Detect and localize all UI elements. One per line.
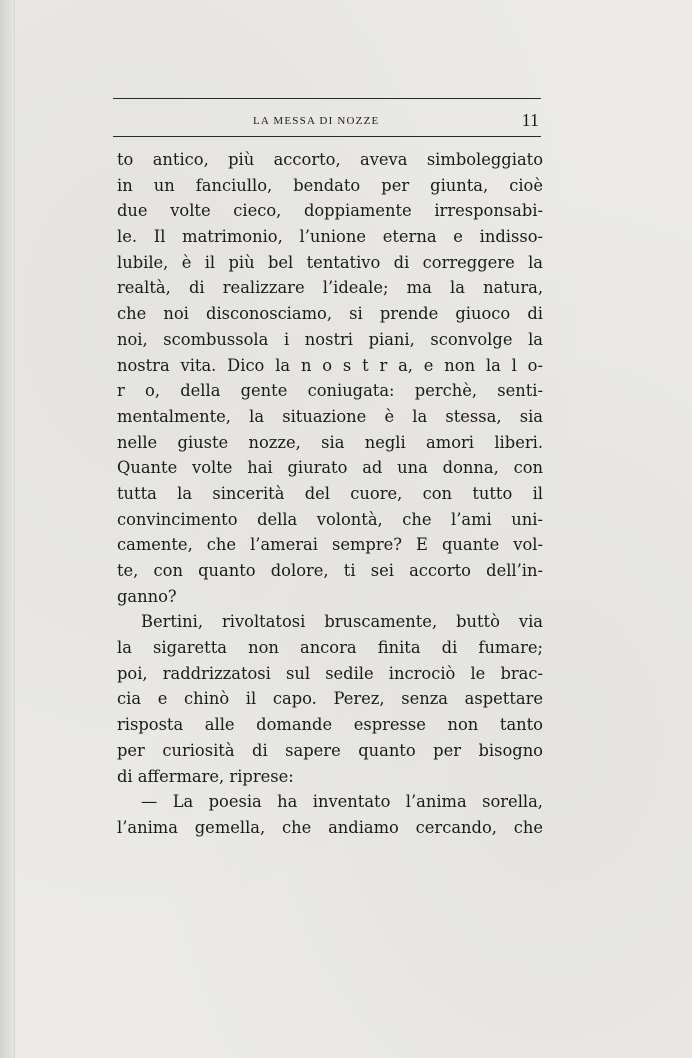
text-line: tutta la sincerità del cuore, con tutto il <box>117 483 543 503</box>
header-top-rule <box>113 98 541 99</box>
text-line: mentalmente, la situazione è la stessa, sia <box>117 406 543 426</box>
page-binding-edge <box>0 0 15 1058</box>
text-line: nelle giuste nozze, sia negli amori liberi. <box>117 432 543 452</box>
running-head <box>113 112 541 132</box>
text-line: Bertini, rivoltatosi bruscamente, buttò via <box>141 612 543 632</box>
text-line: realtà, di realizzare l’ideale; ma la natura, <box>117 278 543 298</box>
text-line: cia e chinò il capo. Perez, senza aspettare <box>117 689 543 709</box>
body-text <box>117 147 543 841</box>
text-line: — La poesia ha inventato l’anima sorella, <box>141 792 543 812</box>
text-line: la sigaretta non ancora finita di fumare; <box>117 638 543 658</box>
running-head-title: LA MESSA DI NOZZE <box>253 115 380 127</box>
text-line: che noi disconosciamo, si prende giuoco di <box>117 304 543 324</box>
text-line: te, con quanto dolore, ti sei accorto dell’in- <box>117 561 543 580</box>
text-line: r o, della gente coniugata: perchè, senti- <box>117 381 543 401</box>
text-line: to antico, più accorto, aveva simboleggiato <box>117 150 543 169</box>
text-line: le. Il matrimonio, l’unione eterna e indisso- <box>117 227 543 247</box>
text-line: due volte cieco, doppiamente irresponsabi- <box>117 201 543 221</box>
text-line: poi, raddrizzatosi sul sedile incrociò le brac- <box>117 663 543 683</box>
text-line: camente, che l’amerai sempre? E quante vol- <box>117 535 543 555</box>
text-line: noi, scombussola i nostri piani, sconvolge la <box>117 329 543 349</box>
text-line: l’anima gemella, che andiamo cercando, che <box>117 817 543 837</box>
header-bottom-rule <box>113 136 541 137</box>
text-line: lubile, è il più bel tentativo di correggere la <box>117 252 543 272</box>
text-line: Quante volte hai giurato ad una donna, con <box>117 458 543 478</box>
text-line: in un fanciullo, bendato per giunta, cioè <box>117 175 543 195</box>
text-line: risposta alle domande espresse non tanto <box>117 715 543 735</box>
text-line: nostra vita. Dico la n o s t r a, e non la l o- <box>117 355 543 375</box>
text-line: per curiosità di sapere quanto per bisogno <box>117 740 543 760</box>
text-line: convincimento della volontà, che l’ami uni- <box>117 509 543 529</box>
page-number: 11 <box>521 110 539 130</box>
text-line: di affermare, riprese: <box>117 766 294 786</box>
text-line: ganno? <box>117 586 177 606</box>
